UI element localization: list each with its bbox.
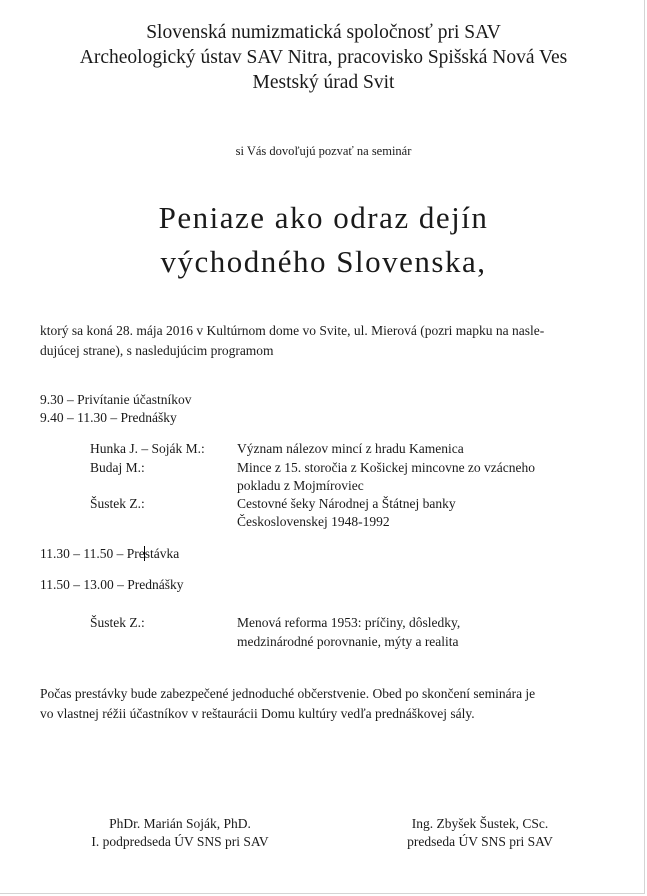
lecture-topic-2-line-1: Mince z 15. storočia z Košickej mincovne zo vzácneho (237, 460, 536, 475)
intro-line-2: dujúcej strane), s nasledujúcim programom (40, 343, 274, 358)
lecture-topic-4-line-1: Menová reforma 1953: príčiny, dôsledky, (237, 615, 461, 630)
invitation-text: si Vás dovoľujú pozvať na seminár (235, 144, 412, 158)
lecture-speaker-2: Budaj M.: (90, 460, 145, 475)
lecture-speaker-3: Šustek Z.: (90, 496, 145, 511)
program-item-break (40, 544, 179, 564)
seminar-title-line-1: Peniaze ako odraz dejín (158, 200, 489, 235)
signature-left-name: PhDr. Marián Soják, PhD. (109, 816, 251, 831)
header-organization-1: Slovenská numizmatická spoločnosť pri SAV (146, 22, 501, 43)
header-organization-3: Mestský úrad Svit (252, 72, 395, 93)
signature-left-role: I. podpredseda ÚV SNS pri SAV (91, 834, 269, 849)
lecture-speaker-1: Hunka J. – Soják M.: (90, 441, 205, 456)
refreshment-note-line-1: Počas prestávky bude zabezpečené jednoduché občerstvenie. Obed po skončení seminára je (40, 686, 536, 701)
lecture-topic-1: Význam nálezov mincí z hradu Kamenica (237, 441, 464, 456)
lecture-topic-3-line-2: Československej 1948-1992 (237, 514, 390, 529)
signature-right-role: predseda ÚV SNS pri SAV (407, 834, 553, 849)
seminar-title-line-2: východného Slovenska, (160, 244, 487, 279)
intro-line-1: ktorý sa koná 28. mája 2016 v Kultúrnom dome vo Svite, ul. Mierová (pozri mapku na nasle- (40, 323, 545, 338)
signature-right-name: Ing. Zbyšek Šustek, CSc. (411, 816, 549, 831)
lecture-topic-4-line-2: medzinárodné porovnanie, mýty a realita (237, 634, 459, 649)
program-item-lectures-1: 9.40 – 11.30 – Prednášky (40, 410, 177, 425)
lecture-topic-3-line-1: Cestovné šeky Národnej a Štátnej banky (237, 496, 456, 511)
break-text-end: stávka (144, 546, 180, 561)
break-text-start: 11.30 – 11.50 – Pre (40, 546, 145, 561)
program-item-lectures-2: 11.50 – 13.00 – Prednášky (40, 577, 184, 592)
refreshment-note-line-2: vo vlastnej réžii účastníkov v reštaurácii Domu kultúry vedľa prednáškovej sály. (40, 706, 475, 721)
header-organization-2: Archeologický ústav SAV Nitra, pracovisko Spišská Nová Ves (79, 47, 568, 68)
lecture-topic-2-line-2: pokladu z Mojmíroviec (237, 478, 364, 493)
lecture-speaker-4: Šustek Z.: (90, 615, 145, 630)
program-item-welcome: 9.30 – Privítanie účastníkov (40, 392, 192, 407)
